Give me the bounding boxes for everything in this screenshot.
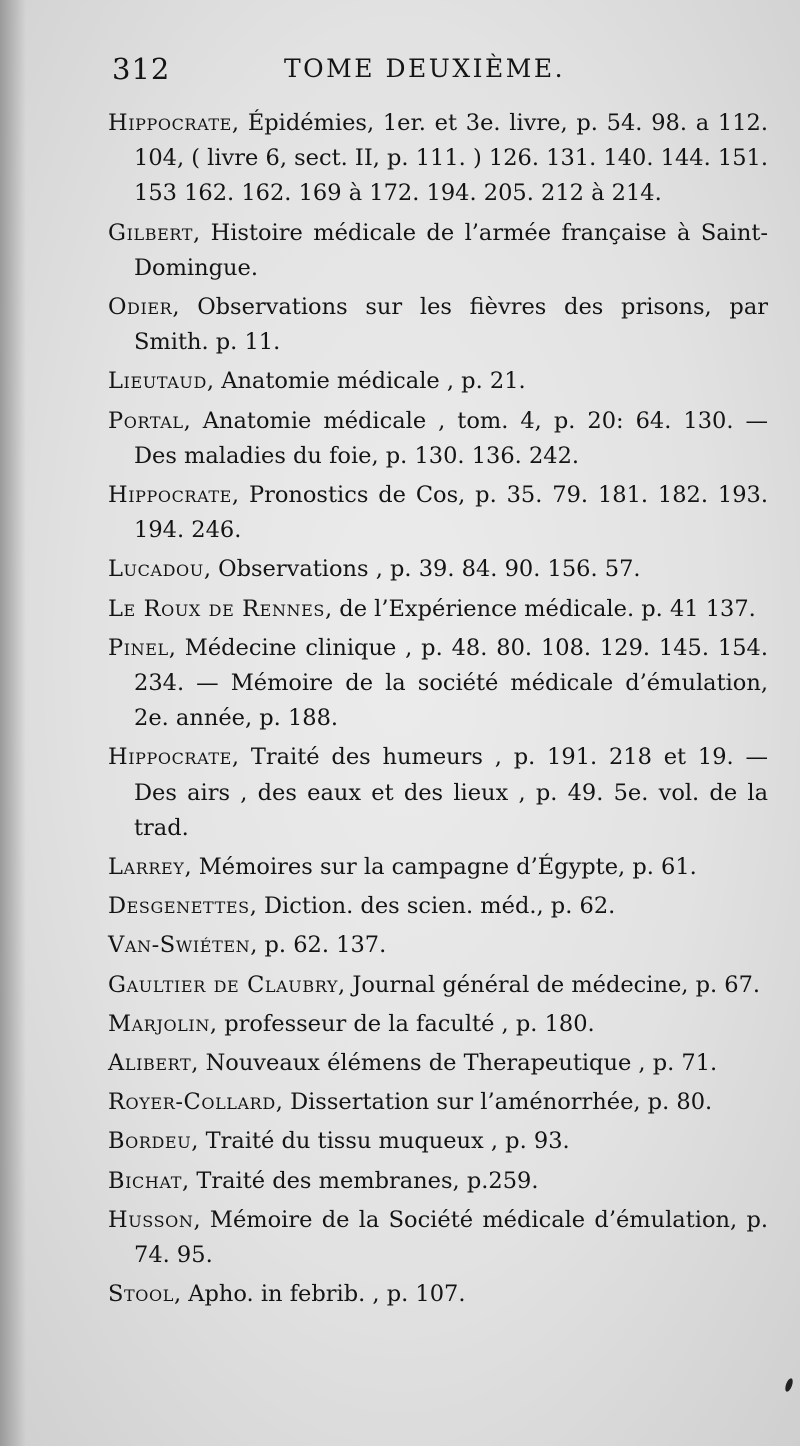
entry-author: Le Roux de Rennes: [108, 595, 325, 622]
bibliography-entry: [108, 290, 768, 360]
bibliography-entry: [108, 1124, 768, 1159]
bibliography-entry: [108, 1203, 768, 1273]
entry-author: Pinel: [108, 634, 169, 661]
page-number: 312: [112, 52, 171, 86]
entry-author: Marjolin: [108, 1010, 210, 1037]
entry-text: , Traité des membranes, p.259.: [182, 1167, 539, 1194]
bibliography-entry: [108, 478, 768, 548]
entry-text: , de l’Expérience médicale. p. 41 137.: [324, 595, 756, 622]
entry-author: Portal: [108, 407, 184, 434]
entry-author: Royer-Collard: [108, 1089, 276, 1116]
entry-author: Desgenettes: [108, 893, 250, 920]
bibliography-entry: [108, 968, 768, 1003]
ink-stain: [784, 1377, 794, 1392]
entry-text: , Nouveaux élémens de Therapeutique , p. 71.: [191, 1050, 718, 1077]
entry-author: Larrey: [108, 854, 185, 881]
bibliography-entry: [108, 552, 768, 587]
bibliography-entry: [108, 1085, 768, 1120]
entry-author: Bichat: [108, 1167, 183, 1194]
bibliography-entry: [108, 928, 768, 963]
entry-text: , Mémoire de la Société médicale d’émulation, p. 74. 95.: [134, 1206, 768, 1269]
entry-author: Van-Swiéten: [108, 932, 251, 959]
entry-text: , Journal général de médecine, p. 67.: [338, 971, 761, 998]
bibliography-list: [108, 106, 768, 1317]
bibliography-entry: [108, 1164, 768, 1199]
running-head-title: TOME DEUXIÈME.: [284, 54, 566, 83]
running-head: [112, 52, 762, 92]
entry-text: , Observations sur les fièvres des prisons, par Smith. p. 11.: [134, 294, 768, 356]
bibliography-entry: [108, 631, 768, 737]
entry-author: Bordeu: [108, 1128, 192, 1155]
entry-text: , Anatomie médicale , tom. 4, p. 20: 64. 130. — Des maladies du foie, p. 130. 136. 242.: [134, 407, 768, 469]
entry-author: Gilbert: [108, 219, 193, 246]
bibliography-entry: [108, 106, 768, 212]
bibliography-entry: [108, 364, 768, 399]
bibliography-entry: [108, 216, 768, 286]
entry-text: , Mémoires sur la campagne d’Égypte, p. 61.: [184, 854, 697, 881]
entry-author: Husson: [108, 1206, 194, 1233]
entry-text: , Dissertation sur l’aménorrhée, p. 80.: [275, 1089, 713, 1116]
entry-text: , Observations , p. 39. 84. 90. 156. 57.: [203, 556, 641, 583]
bibliography-entry: [108, 850, 768, 885]
bibliography-entry: [108, 592, 768, 627]
bibliography-entry: [108, 889, 768, 924]
entry-text: , Épidémies, 1er. et 3e. livre, p. 54. 98. a 112. 104, ( livre 6, sect. II, p. 111. ) 126. 131. 140. 144. 151. 153 162. 162. 169 à 172. 194. 205. 212 à 214.: [134, 110, 768, 207]
entry-author: Hippocrate: [108, 744, 232, 771]
entry-text: , Apho. in febrib. , p. 107.: [173, 1281, 466, 1308]
entry-text: , Histoire médicale de l’armée française à Saint-Domingue.: [134, 219, 768, 281]
entry-author: Hippocrate: [108, 110, 232, 136]
entry-author: Hippocrate: [108, 482, 232, 509]
entry-author: Lieutaud: [108, 368, 207, 395]
bibliography-entry: [108, 1277, 768, 1312]
bibliography-entry: [108, 1007, 768, 1042]
entry-text: , Anatomie médicale , p. 21.: [206, 368, 526, 395]
entry-author: Alibert: [108, 1050, 192, 1077]
bibliography-entry: [108, 404, 768, 474]
entry-author: Odier: [108, 294, 173, 321]
entry-text: , Médecine clinique , p. 48. 80. 108. 129. 145. 154. 234. — Mémoire de la société médicale d’émulation, 2e. année, p. 188.: [134, 634, 768, 732]
entry-author: Gaultier de Claubry: [108, 971, 339, 998]
entry-text: , Traité des humeurs , p. 191. 218 et 19. — Des airs , des eaux et des lieux , p. 49. 5e. vol. de la trad.: [134, 744, 768, 841]
entry-text: , professeur de la faculté , p. 180.: [209, 1010, 595, 1037]
entry-text: , p. 62. 137.: [250, 932, 387, 959]
entry-text: , Traité du tissu muqueux , p. 93.: [191, 1128, 570, 1155]
entry-author: Lucadou: [108, 556, 204, 583]
entry-text: , Pronostics de Cos, p. 35. 79. 181. 182. 193. 194. 246.: [134, 482, 768, 544]
bibliography-entry: [108, 740, 768, 846]
entry-author: Stool: [108, 1281, 174, 1308]
bibliography-entry: [108, 1046, 768, 1081]
entry-text: , Diction. des scien. méd., p. 62.: [249, 893, 616, 920]
